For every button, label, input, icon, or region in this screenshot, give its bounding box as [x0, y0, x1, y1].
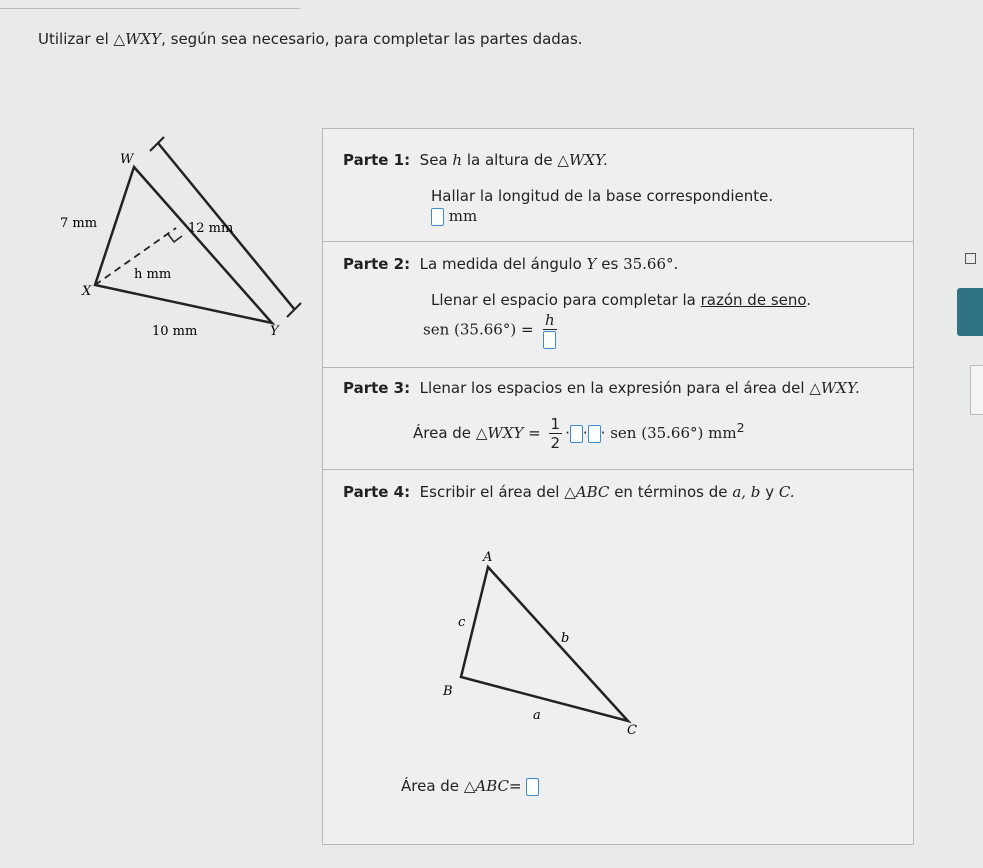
part-1: Parte 1: Sea h la altura de △WXY.: [343, 151, 608, 169]
part-3-equation: Área de △WXY = $\frac{1}{2}$ · · · sen (35.66°) $mm^2$: [413, 415, 745, 452]
instruction-text: Utilizar el △WXY, según sea necesario, para completar las partes dadas.: [38, 30, 583, 48]
vertex-y: Y: [270, 324, 279, 339]
side-xy-label: 10 mm: [152, 324, 198, 339]
height-label: h mm: [134, 267, 172, 282]
part-1-line2: Hallar la longitud de la base correspondiente.: [431, 187, 774, 205]
side-card: [970, 365, 983, 415]
triangle-wxy: [95, 167, 272, 323]
triangle-wxy-figure: [60, 135, 310, 350]
part-2-line2: Llenar el espacio para completar la razón de seno.: [431, 291, 812, 309]
part-4-answer: Área de △ABC=: [401, 777, 539, 796]
triangle-abc: [461, 567, 628, 721]
side-panel-tab[interactable]: [957, 288, 983, 336]
part-3-box-2[interactable]: [588, 425, 601, 443]
sine-ratio-link[interactable]: razón de seno: [700, 291, 807, 309]
vertex-a: A: [483, 550, 493, 565]
part-2: Parte 2: La medida del ángulo Y es 35.66°.: [343, 255, 679, 273]
vertex-x: X: [82, 284, 92, 299]
side-a-label: a: [533, 708, 541, 723]
part-2-equation: sen (35.66°) = h: [423, 311, 561, 349]
vertex-w: W: [120, 152, 134, 167]
part-4: Parte 4: Escribir el área del △ABC en términos de a, b y C.: [343, 483, 795, 501]
side-c-label: c: [458, 615, 466, 630]
top-bar: [0, 0, 300, 9]
question-panel: [322, 128, 914, 845]
vertex-b: B: [443, 684, 453, 699]
side-wx-label: 7 mm: [60, 216, 98, 231]
part-1-answer-box[interactable]: [431, 208, 444, 226]
part-3: Parte 3: Llenar los espacios en la expresión para el área del △WXY.: [343, 379, 860, 397]
part-1-answer: mm: [431, 207, 477, 226]
side-b-label: b: [561, 631, 570, 646]
triangle-abc-figure: [433, 549, 653, 749]
part-3-box-1[interactable]: [570, 425, 583, 443]
side-wy-label: 12 mm: [188, 221, 234, 236]
right-angle-marker: [168, 234, 182, 242]
side-checkbox[interactable]: [965, 253, 976, 264]
part-4-answer-box[interactable]: [526, 778, 539, 796]
vertex-c: C: [627, 723, 637, 738]
part-2-denominator-box[interactable]: [543, 331, 556, 349]
